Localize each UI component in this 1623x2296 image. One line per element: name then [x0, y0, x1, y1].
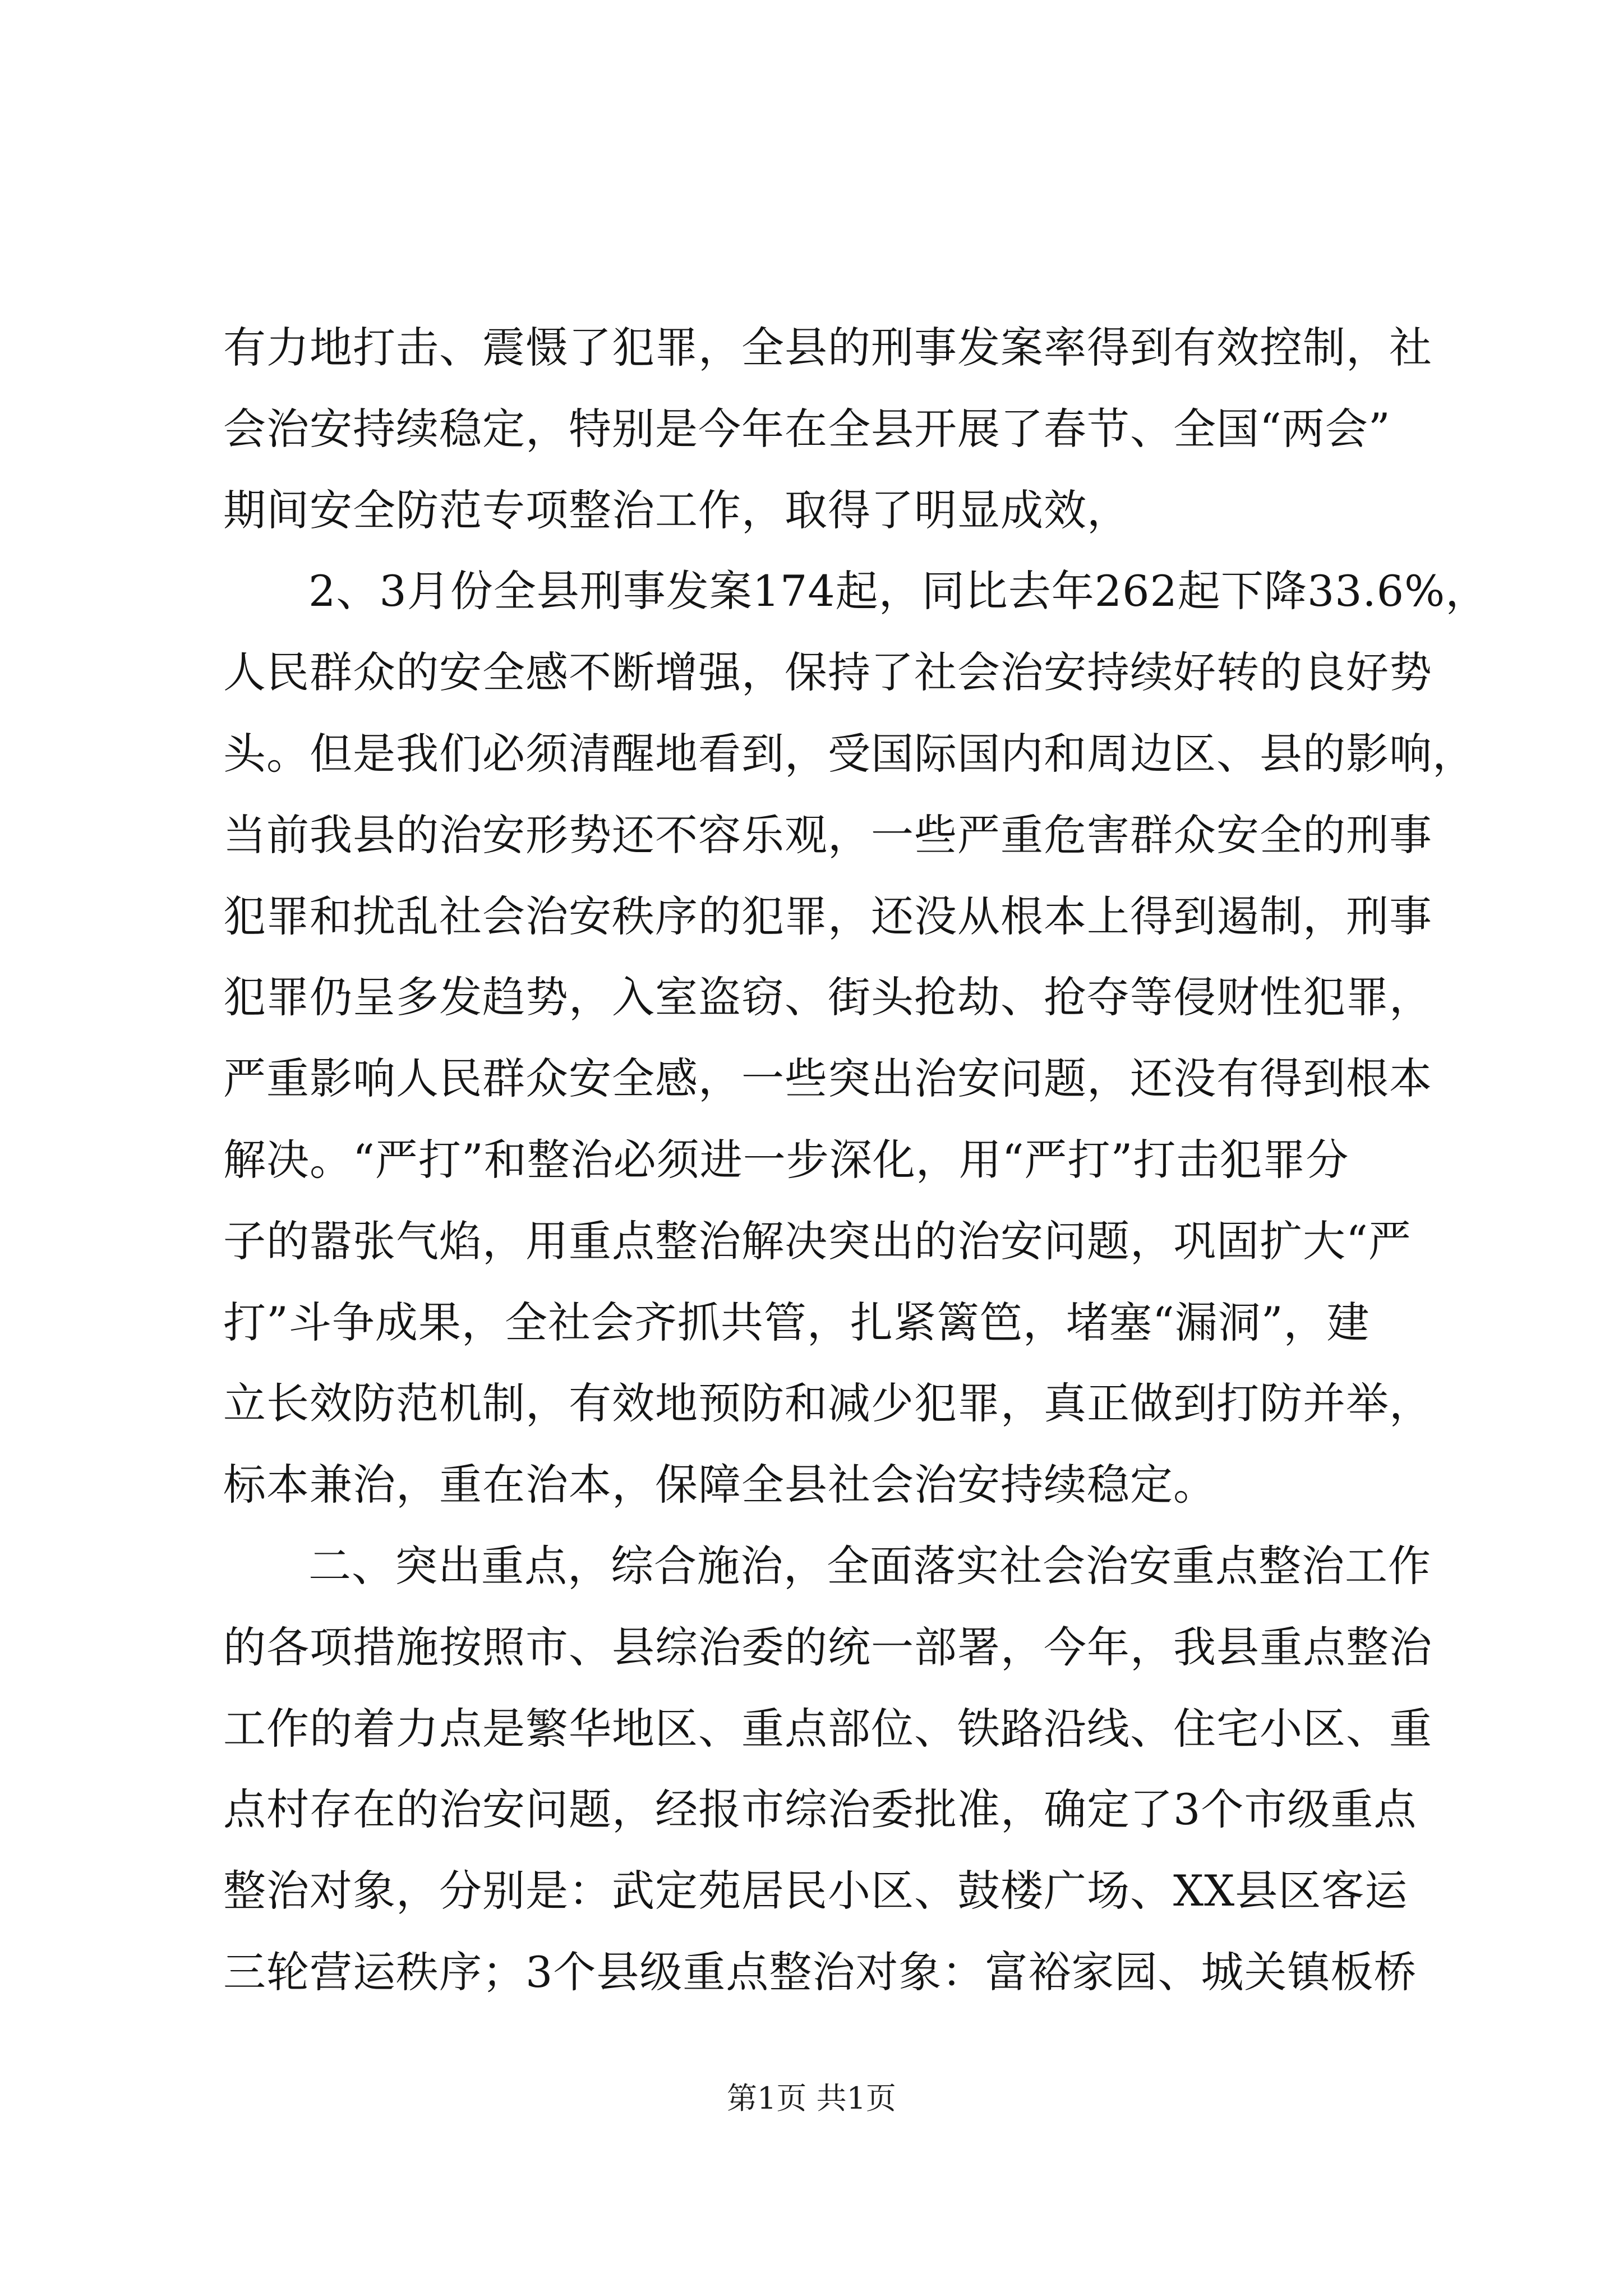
- page-footer: 第1页 共1页: [727, 2081, 896, 2116]
- text-line: 有力地打击、震慑了犯罪，全县的刑事发案率得到有效控制，社: [223, 323, 1432, 372]
- text-line: 标本兼治，重在治本，保障全县社会治安持续稳定。: [223, 1460, 1216, 1510]
- text-line: 二、突出重点，综合施治，全面落实社会治安重点整治工作: [308, 1540, 1431, 1591]
- text-line: 三轮营运秩序；3个县级重点整治对象：富裕家园、城关镇板桥: [223, 1947, 1417, 1997]
- text-line: 的各项措施按照市、县综治委的统一部署，今年，我县重点整治: [223, 1622, 1432, 1672]
- text-line: 解决。“严打”和整治必须进一步深化，用“严打”打击犯罪分: [223, 1134, 1349, 1185]
- text-line: 犯罪和扰乱社会治安秩序的犯罪，还没从根本上得到遏制，刑事: [223, 891, 1432, 941]
- document-body: [223, 307, 1489, 2013]
- text-line: 点村存在的治安问题，经报市综治委批准，确定了3个市级重点: [223, 1784, 1417, 1835]
- text-line: 期间安全防范专项整治工作，取得了明显成效，: [223, 485, 1130, 535]
- text-line: 头。但是我们必须清醒地看到，受国际国内和周边区、县的影响，: [223, 728, 1476, 779]
- text-line: 整治对象，分别是：武定苑居民小区、鼓楼广场、XX县区客运: [223, 1866, 1408, 1916]
- text-line: 严重影响人民群众安全感，一些突出治安问题，还没有得到根本: [223, 1053, 1432, 1104]
- text-line: 子的嚣张气焰，用重点整治解决突出的治安问题，巩固扩大“严: [223, 1216, 1412, 1266]
- text-line: 会治安持续稳定，特别是今年在全县开展了春节、全国“两会”: [223, 403, 1391, 454]
- text-line: 打”斗争成果，全社会齐抓共管，扎紧篱笆，堵塞“漏洞”，建: [223, 1297, 1370, 1347]
- text-line: 2、3月份全县刑事发案174起，同比去年262起下降33.6%，: [308, 566, 1489, 616]
- text-line: 工作的着力点是繁华地区、重点部位、铁路沿线、住宅小区、重: [223, 1703, 1432, 1754]
- text-line: 立长效防范机制，有效地预防和减少犯罪，真正做到打防并举，: [223, 1378, 1432, 1429]
- text-line: 当前我县的治安形势还不容乐观，一些严重危害群众安全的刑事: [223, 809, 1432, 860]
- text-line: 人民群众的安全感不断增强，保持了社会治安持续好转的良好势: [223, 647, 1432, 698]
- text-line: 犯罪仍呈多发趋势，入室盗窃、街头抢劫、抢夺等侵财性犯罪，: [223, 972, 1432, 1023]
